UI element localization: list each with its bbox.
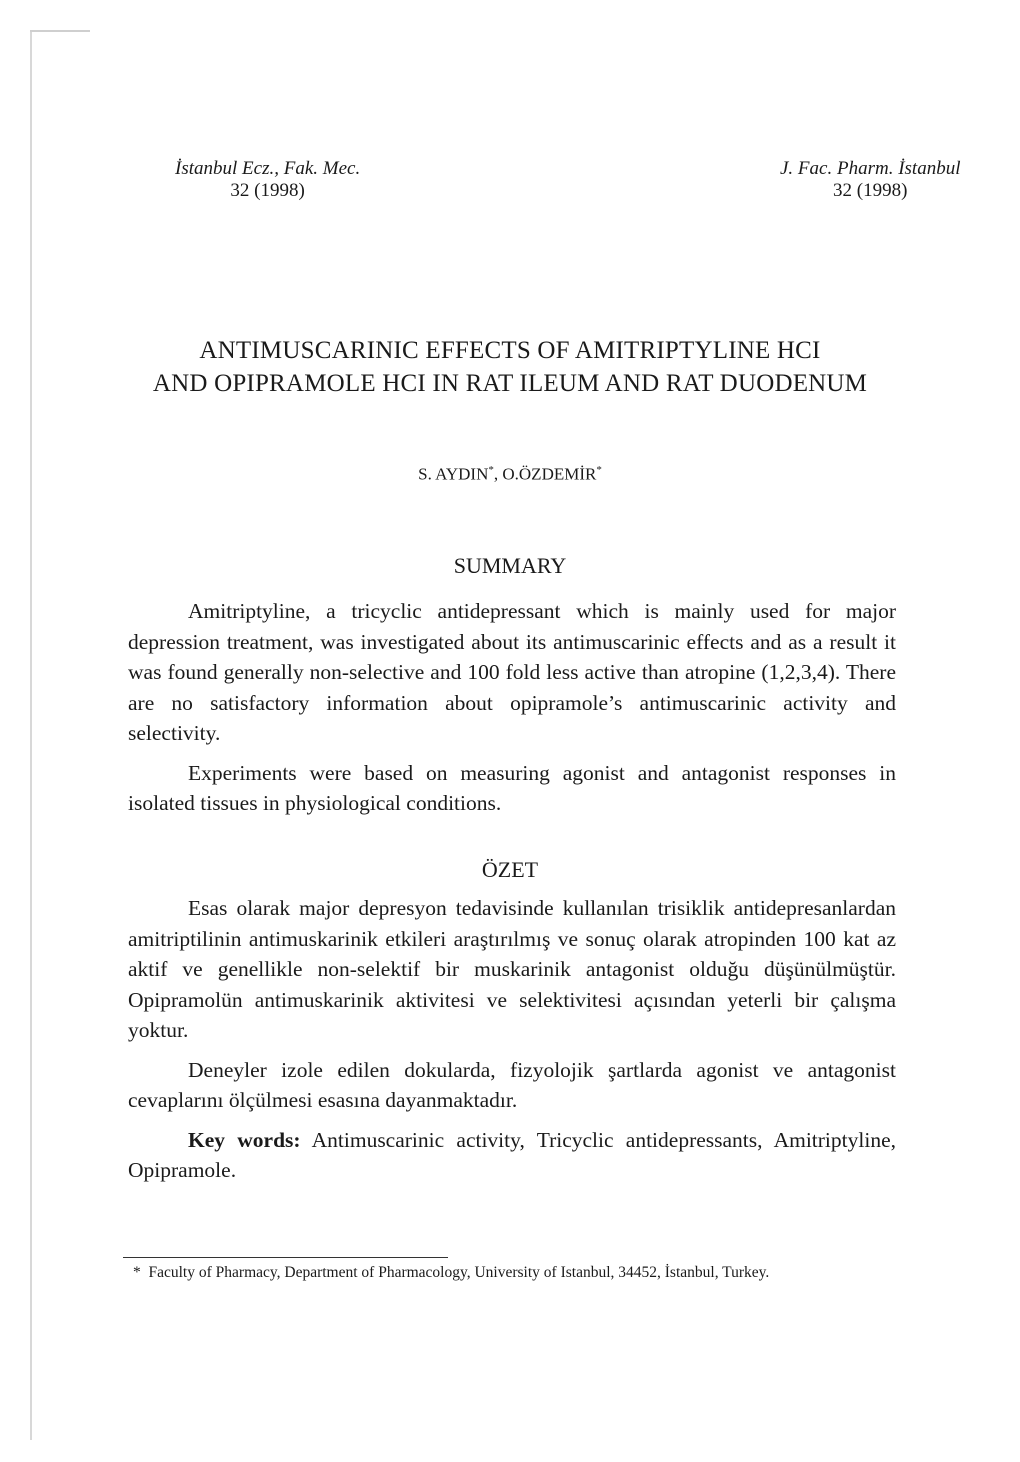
scan-page-corner — [30, 30, 90, 32]
journal-volume-left: 32 (1998) — [230, 180, 305, 201]
author-1: S. AYDIN — [418, 464, 489, 484]
author-1-affiliation-mark: * — [488, 464, 494, 476]
affiliation-footnote — [133, 1264, 769, 1282]
keywords-label: Key words: — [188, 1127, 301, 1152]
summary-paragraph-1: Amitriptyline, a tricyclic antidepressant which is mainly used for major depression treatment, was investigated about its antimuscarinic effects and as a result it was found generally non-selective and 100 fold less active than atropine (1,2,3,4). There are no satisfactory information about opipramole’s antimuscarinic activity and selectivity. — [128, 599, 896, 745]
author-separator: , — [493, 464, 503, 484]
footnote-rule — [123, 1257, 448, 1258]
ozet-section — [128, 893, 896, 1186]
scan-page-edge — [30, 30, 32, 1440]
author-2-affiliation-mark: * — [596, 464, 602, 476]
journal-name-turkish: İstanbul Ecz., Fak. Mec. — [175, 158, 361, 179]
journal-header-left — [175, 158, 360, 202]
footnote-mark: * — [133, 1264, 141, 1281]
paper-title — [0, 334, 1020, 400]
title-line-2: AND OPIPRAMOLE HCI IN RAT ILEUM AND RAT DUODENUM — [152, 370, 868, 397]
journal-header-right — [780, 158, 960, 202]
title-line-1: ANTIMUSCARINIC EFFECTS OF AMITRIPTYLINE HCI — [199, 337, 821, 364]
journal-name-english: J. Fac. Pharm. İstanbul — [780, 158, 961, 179]
ozet-heading: ÖZET — [481, 857, 539, 882]
author-list — [0, 464, 1020, 485]
keywords-text: Antimuscarinic activity, Tricyclic antidepressants, Amitriptyline, Opipramole. — [128, 1127, 896, 1182]
journal-volume-right: 32 (1998) — [833, 180, 908, 201]
keywords-paragraph — [128, 1125, 896, 1186]
author-2: O.ÖZDEMİR — [502, 464, 597, 484]
ozet-paragraph-2: Deneyler izole edilen dokularda, fizyolojik şartlarda agonist ve antagonist cevaplarını ölçülmesi esasına dayanmaktadır. — [128, 1057, 896, 1112]
summary-heading: SUMMARY — [453, 553, 567, 578]
footnote-text: Faculty of Pharmacy, Department of Pharmacology, University of Istanbul, 34452, İstanbul, Turkey. — [140, 1264, 770, 1281]
summary-section — [128, 596, 896, 819]
ozet-paragraph-1: Esas olarak major depresyon tedavisinde kullanılan trisiklik antidepresanlardan amitriptilinin antimuskarinik etkileri araştırılmış ve sonuç olarak atropinden 100 kat az aktif ve genellikle non-selektif bir muskarinik antagonist olduğu düşünülmüştür. Opipramolün antimuskarinik aktivitesi ve selektivitesi açısından yeterli bir çalışma yoktur. — [128, 896, 896, 1042]
summary-paragraph-2: Experiments were based on measuring agonist and antagonist responses in isolated tissues in physiological conditions. — [128, 760, 896, 815]
